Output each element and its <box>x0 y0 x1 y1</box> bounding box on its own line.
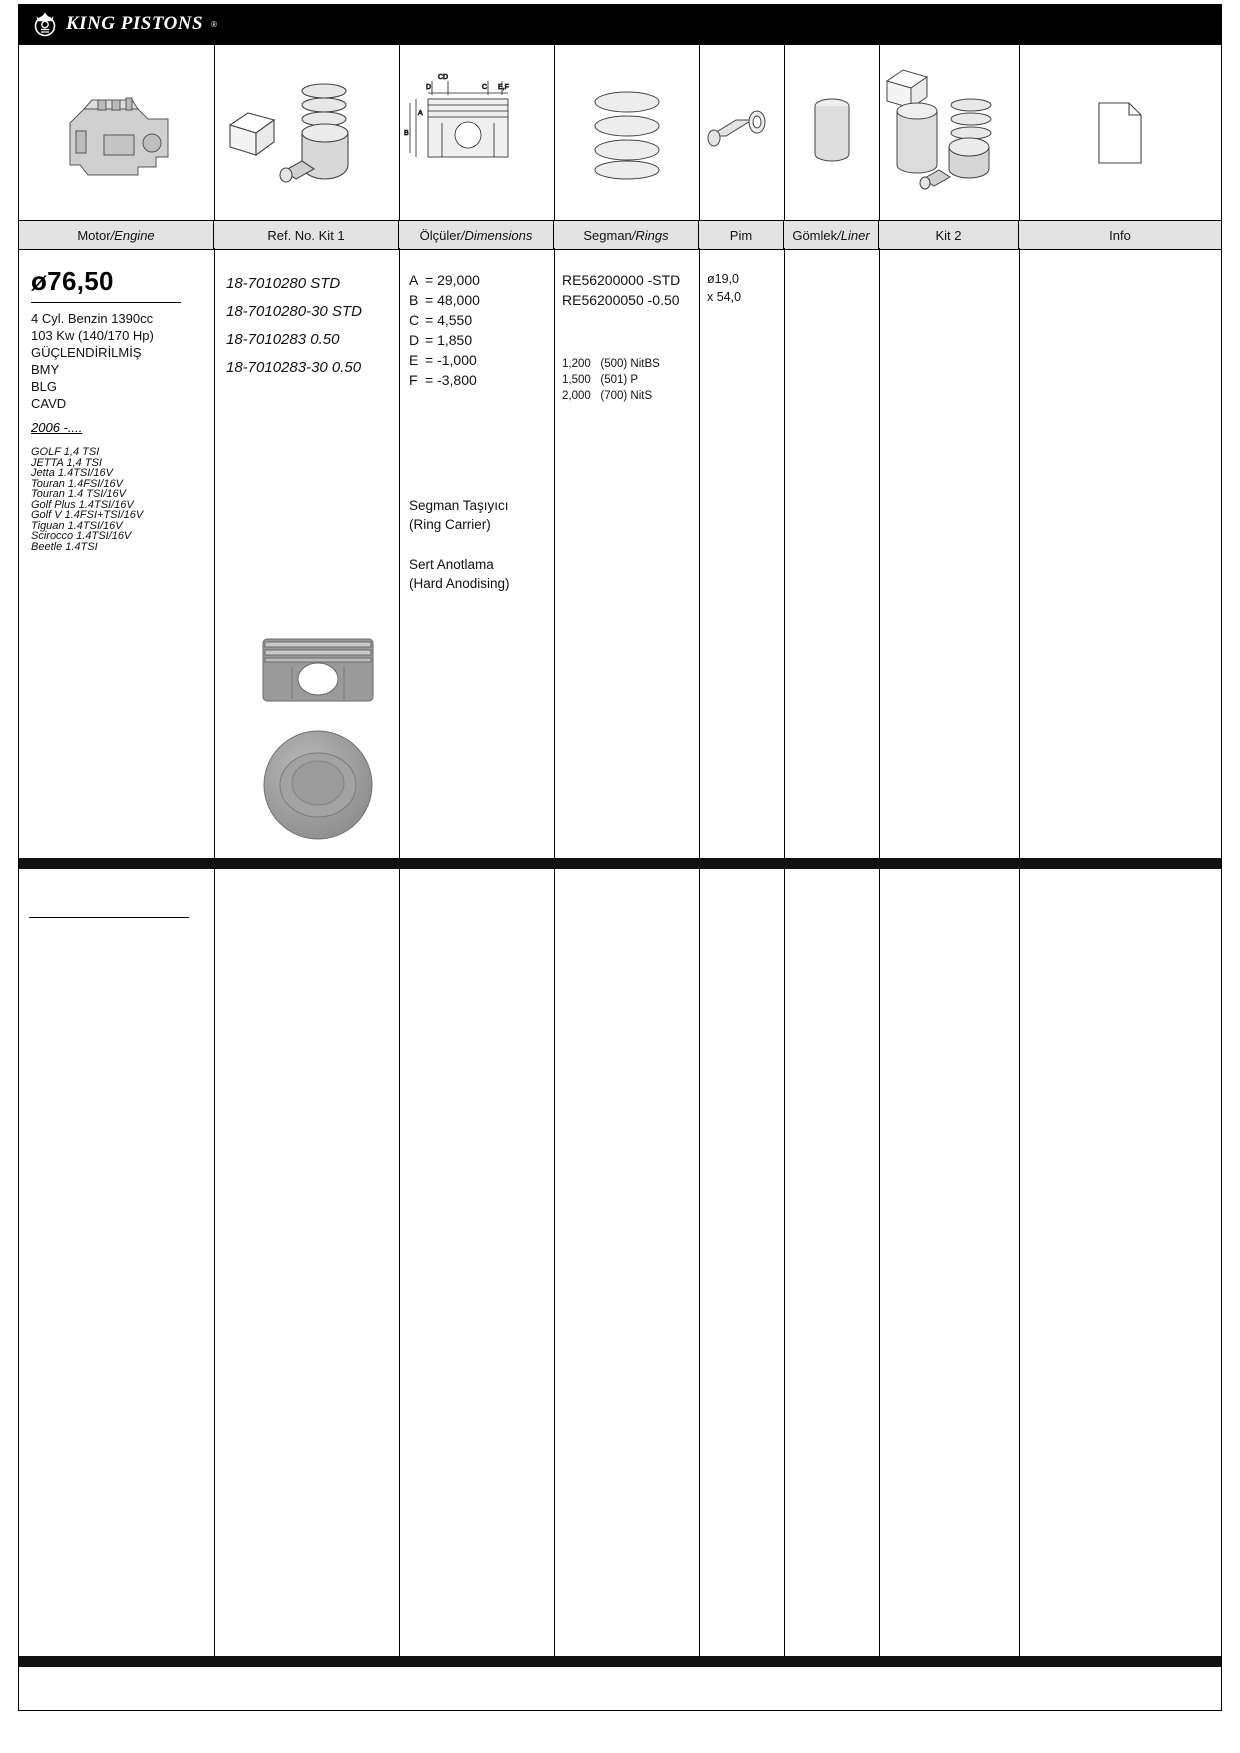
note-line: (Hard Anodising) <box>409 576 510 591</box>
ring-number: RE56200000 -STD <box>562 272 681 288</box>
list-item: Jetta 1.4TSI/16V <box>31 467 113 479</box>
column-header-ref1-tr: Ref. No. Kit 1 <box>267 227 345 243</box>
ring-spec: 2,000 (700) NitS <box>562 390 653 402</box>
dimension-label: F <box>409 372 418 388</box>
svg-text:D: D <box>425 83 431 91</box>
kit2-box-icon <box>879 45 1019 220</box>
bore-size: ø76,50 <box>31 266 114 296</box>
column-header-engine-en: /Engine <box>110 227 155 243</box>
empty-bore-divider <box>29 917 189 918</box>
product-image-row <box>19 45 1221 220</box>
ring-spec: 1,200 (500) NitBS <box>562 358 660 370</box>
note-line: Segman Taşıyıcı <box>409 498 509 513</box>
list-item: GOLF 1,4 TSI <box>31 446 100 458</box>
dimension-value: = 4,550 <box>425 312 473 328</box>
dimension-label: B <box>409 292 419 308</box>
brand-name: KING PISTONS <box>66 13 204 34</box>
piston-side-photo <box>259 633 389 713</box>
column-header-pin <box>699 221 784 249</box>
ref-number: 18-7010283 0.50 <box>226 331 340 348</box>
vehicle-model-list <box>31 447 206 552</box>
dimension-value: = -1,000 <box>425 352 477 368</box>
list-item: Golf V 1.4FSI+TSI/16V <box>31 509 144 521</box>
brand-logo <box>32 10 217 38</box>
brand-header <box>18 4 1222 44</box>
svg-text:C: C <box>481 83 487 91</box>
dimensions-notes <box>409 496 554 593</box>
section-divider <box>19 858 1221 869</box>
bore-divider <box>31 302 181 303</box>
column-header-dimensions <box>399 221 554 249</box>
engine-spec-line: BMY <box>31 362 60 377</box>
engine-spec-line: BLG <box>31 379 58 394</box>
list-item: Golf Plus 1.4TSI/16V <box>31 498 134 511</box>
engine-cell <box>31 266 206 552</box>
brand-registered-mark: ® <box>211 19 218 29</box>
list-item: JETTA 1,4 TSI <box>31 456 102 469</box>
dimension-value: = 29,000 <box>425 272 480 288</box>
list-item: Touran 1.4 TSI/16V <box>31 488 126 500</box>
dimension-value: = 48,000 <box>425 292 480 308</box>
column-header-info-tr: Info <box>1109 227 1131 243</box>
piston-pin-icon <box>699 45 784 220</box>
rings-spec-list <box>562 356 702 404</box>
column-header-rings-tr: Segman <box>583 227 632 243</box>
svg-text:B: B <box>403 129 409 137</box>
svg-text:E,F: E,F <box>497 83 509 91</box>
dimension-row <box>409 350 554 370</box>
engine-spec-line: 4 Cyl. Benzin 1390cc <box>31 311 154 326</box>
column-header-liner-en: /Liner <box>837 227 870 243</box>
piston-dimension-drawing-icon <box>399 45 554 220</box>
list-item: Touran 1.4FSI/16V <box>31 477 123 490</box>
dimensions-cell <box>409 270 554 390</box>
column-header-rings-en: /Rings <box>631 227 669 243</box>
pin-length: x 54,0 <box>707 290 742 304</box>
cylinder-liner-icon <box>784 45 879 220</box>
ref-number: 18-7010280 STD <box>226 275 341 292</box>
piston-crown-photo <box>256 728 386 843</box>
dimension-label: E <box>409 352 419 368</box>
column-header-info <box>1019 221 1221 249</box>
column-header-dimensions-en: /Dimensions <box>460 227 533 243</box>
document-page-icon <box>1019 45 1221 220</box>
engine-spec-line: 103 Kw (140/170 Hp) <box>31 328 154 343</box>
engine-block-icon <box>19 45 214 220</box>
svg-text:A: A <box>417 109 423 117</box>
column-header-dimensions-tr: Ölçüler <box>419 227 461 243</box>
ring-spec: 1,500 (501) P <box>562 374 639 386</box>
model-years: 2006 -.... <box>31 420 83 435</box>
dimension-label: C <box>409 312 420 328</box>
note-line: (Ring Carrier) <box>409 517 491 532</box>
dimension-row <box>409 310 554 330</box>
column-header-ref1 <box>214 221 399 249</box>
column-header-liner <box>784 221 879 249</box>
empty-data-row <box>19 869 1221 1656</box>
ref-number: 18-7010280-30 STD <box>226 303 362 320</box>
engine-spec-line: CAVD <box>31 396 67 411</box>
dimension-value: = -3,800 <box>425 372 477 388</box>
column-header-kit2-tr: Kit 2 <box>935 227 962 243</box>
column-header-pin-tr: Pim <box>729 227 753 243</box>
note-line: Sert Anotlama <box>409 557 494 572</box>
ref-number: 18-7010283-30 0.50 <box>226 359 362 376</box>
dimension-value: = 1,850 <box>425 332 473 348</box>
dimension-label: A <box>409 272 419 288</box>
dimension-row <box>409 370 554 390</box>
piston-kit-box-icon <box>214 45 399 220</box>
dimension-row <box>409 330 554 350</box>
engine-spec-list <box>31 310 206 412</box>
column-header-kit2 <box>879 221 1019 249</box>
engine-spec-line: GÜÇLENDİRİLMİŞ <box>31 345 142 360</box>
crown-piston-icon <box>32 10 58 38</box>
column-header-rings <box>554 221 699 249</box>
footer-row <box>19 1667 1221 1712</box>
spec-table <box>18 44 1222 1711</box>
column-header-engine-tr: Motor <box>77 227 111 243</box>
list-item: Beetle 1.4TSI <box>31 540 98 553</box>
list-item: Tiguan 1.4TSI/16V <box>31 519 123 532</box>
footer-divider <box>19 1656 1221 1667</box>
dimension-label: D <box>409 332 420 348</box>
piston-rings-icon <box>554 45 699 220</box>
list-item: Scirocco 1.4TSI/16V <box>31 530 132 542</box>
column-header-liner-tr: Gömlek <box>792 227 838 243</box>
rings-cell <box>562 270 702 310</box>
column-header-engine <box>19 221 214 249</box>
pin-diameter: ø19,0 <box>707 272 739 286</box>
ring-number: RE56200050 -0.50 <box>562 292 680 308</box>
dimension-row <box>409 270 554 290</box>
column-header-row <box>19 220 1221 250</box>
pin-cell <box>707 270 782 306</box>
dimension-row <box>409 290 554 310</box>
data-row <box>19 248 1221 858</box>
svg-text:CD: CD <box>437 73 448 81</box>
ref-kit1-cell <box>226 270 401 382</box>
